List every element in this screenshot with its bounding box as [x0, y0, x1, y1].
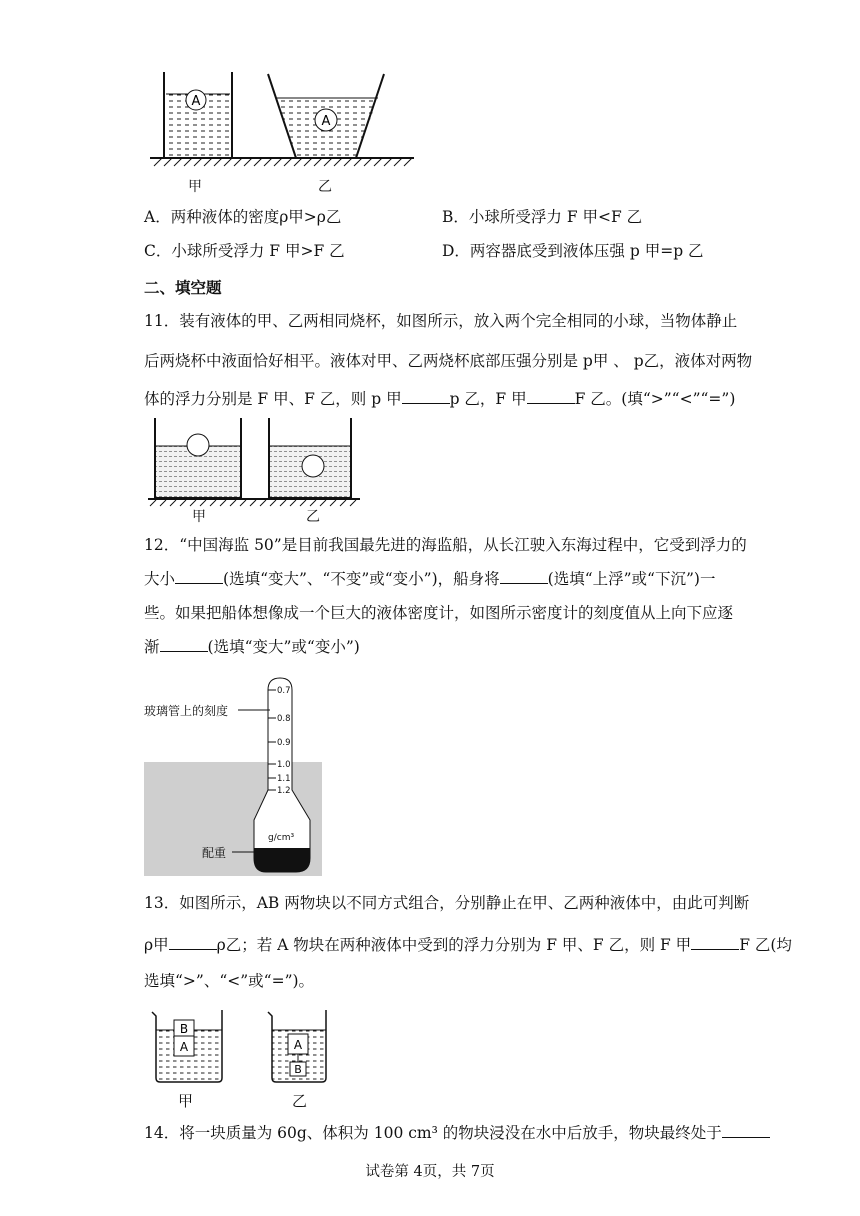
q13-figure	[144, 1004, 344, 1090]
hydrometer-tick-4: 1.1	[277, 774, 291, 784]
q12-blank-2[interactable]	[500, 569, 548, 584]
q10-label-yi: 乙	[318, 179, 332, 195]
q11-line-3a: 体的浮力分别是 F 甲、F 乙，则 p 甲	[144, 390, 402, 408]
q12-line-2c: (选填“上浮”或“下沉”)一	[547, 570, 716, 588]
q13-line-2a: ρ甲	[144, 936, 169, 954]
q13-line-3: 选填“>”、“<”或“=”)。	[144, 972, 315, 990]
q13-line-2	[144, 934, 792, 956]
hydrometer-tick-2: 0.9	[277, 738, 291, 748]
q10-option-a: A．两种液体的密度ρ甲>ρ乙	[144, 208, 342, 226]
q12-line-4	[144, 636, 720, 658]
hydrometer-tick-3: 1.0	[277, 760, 291, 770]
q11-blank-1[interactable]	[402, 389, 450, 404]
q13-line-1: 13．如图所示，AB 两物块以不同方式组合，分别静止在甲、乙两种液体中，由此可判断	[144, 894, 750, 912]
svg-text:B: B	[294, 1063, 302, 1076]
q13-line-2c: F 乙(均	[739, 936, 792, 954]
q10-option-d: D．两容器底受到液体压强 p 甲=p 乙	[442, 242, 704, 260]
q10-figure	[144, 68, 424, 198]
q14-line-1	[144, 1122, 720, 1144]
q13-blank-1[interactable]	[169, 935, 217, 950]
q11-figure	[144, 414, 364, 510]
q11-line-2: 后两烧杯中液面恰好相平。液体对甲、乙两烧杯底部压强分别是 p甲 、 p乙，液体对两物	[144, 352, 753, 370]
q12-blank-3[interactable]	[160, 637, 208, 652]
svg-text:B: B	[179, 1022, 189, 1036]
q12-line-1: 12．“中国海监 50”是目前我国最先进的海监船，从长江驶入东海过程中，它受到浮力的	[144, 536, 747, 554]
section-title: 二、填空题	[144, 279, 222, 297]
q11-blank-2[interactable]	[527, 389, 575, 404]
svg-text:A: A	[321, 114, 331, 129]
q12-line-4b: (选填“变大”或“变小”)	[207, 638, 360, 656]
q11-line-3b: p 乙，F 甲	[449, 390, 527, 408]
q14-blank-1[interactable]	[722, 1123, 770, 1138]
q11-line-1: 11．装有液体的甲、乙两相同烧杯，如图所示，放入两个完全相同的小球，当物体静止	[144, 312, 738, 330]
q12-blank-1[interactable]	[175, 569, 223, 584]
svg-text:A: A	[179, 1040, 189, 1054]
hydrometer-weight-label: 配重	[202, 846, 227, 860]
q12-line-2a: 大小	[144, 570, 176, 588]
hydrometer-tick-0: 0.7	[277, 686, 291, 696]
q10-option-b: B．小球所受浮力 F 甲<F 乙	[442, 208, 643, 226]
page-footer: 试卷第 4页，共 7页	[365, 1164, 495, 1180]
q13-label-jia: 甲	[178, 1092, 194, 1110]
hydrometer-unit: g/cm³	[268, 833, 295, 843]
svg-text:A: A	[191, 94, 201, 109]
q12-line-2b: (选填“变大”、“不变”或“变小”)，船身将	[223, 570, 500, 588]
hydrometer-tick-5: 1.2	[277, 786, 291, 796]
q12-line-3: 些。如果把船体想像成一个巨大的液体密度计，如图所示密度计的刻度值从上向下应逐	[144, 604, 734, 622]
q11-line-3	[144, 388, 736, 410]
svg-text:A: A	[293, 1038, 303, 1052]
q13-line-2b: ρ乙；若 A 物块在两种液体中受到的浮力分别为 F 甲、F 乙，则 F 甲	[216, 936, 692, 954]
q11-label-yi: 乙	[306, 509, 320, 525]
q13-label-yi: 乙	[292, 1092, 308, 1110]
q10-option-c: C．小球所受浮力 F 甲>F 乙	[144, 242, 345, 260]
hydrometer-tube-label: 玻璃管上的刻度	[144, 704, 229, 718]
q11-line-3c: F 乙。(填“>”“<”“=”)	[574, 390, 736, 408]
q13-blank-2[interactable]	[691, 935, 739, 950]
q12-line-2	[144, 568, 720, 590]
q14-line-1-text: 14．将一块质量为 60g、体积为 100 cm³ 的物块浸没在水中后放手，物块最终处于	[144, 1124, 722, 1142]
hydrometer-tick-1: 0.8	[277, 714, 291, 724]
q12-line-4a: 渐	[144, 638, 160, 656]
q11-label-jia: 甲	[192, 509, 206, 525]
q10-label-jia: 甲	[188, 179, 202, 195]
